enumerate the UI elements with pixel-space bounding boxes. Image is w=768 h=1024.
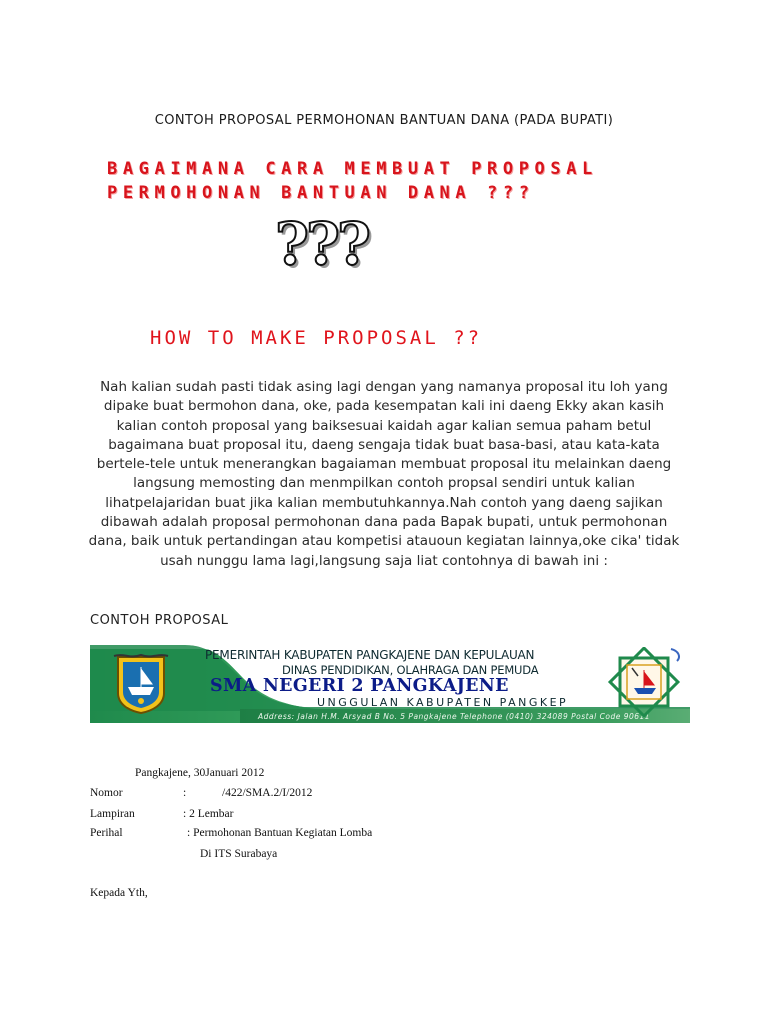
intro-line: lihatpelajaridan buat jika kalian membutuhkannya.Nah contoh yang daeng sajikan: [105, 494, 663, 511]
red-title-line-1: BAGAIMANA CARA MEMBUAT PROPOSAL: [107, 159, 598, 179]
school-letterhead: [90, 645, 690, 723]
red-title-line-2: PERMOHONAN BANTUAN DANA ???: [107, 183, 535, 203]
nomor-separator: :: [183, 787, 187, 799]
intro-line: Nah kalian sudah pasti tidak asing lagi dengan yang namanya proposal itu loh yang: [100, 379, 668, 395]
intro-line: dipake buat bermohon dana, oke, pada kesempatan kali ini daeng Ekky akan kasih: [103, 398, 665, 415]
perihal-value: : Permohonan Bantuan Kegiatan Lomba: [187, 827, 373, 839]
intro-line: bertele-tele untuk menerangkan bagaiaman membuat proposal itu melainkan daeng: [96, 456, 672, 473]
intro-line: dana, baik untuk pertandingan atau kompetisi atauoun kegiatan lainnya,oke cika' tidak: [88, 533, 680, 550]
letter-recipient: Kepada Yth,: [90, 887, 148, 899]
letterhead-tagline: UNGGULAN KABUPATEN PANGKEP: [317, 696, 569, 709]
intro-line: kalian contoh proposal yang baiksesuai kaidah agar kalian semua paham betul: [116, 417, 652, 434]
intro-paragraph: [80, 378, 688, 571]
letterhead-department-line: DINAS PENDIDIKAN, OLAHRAGA DAN PEMUDA: [282, 663, 539, 677]
how-to-heading: HOW TO MAKE PROPOSAL ??: [150, 327, 483, 349]
question-marks-graphic: ???: [275, 210, 368, 278]
intro-line: usah nunggu lama lagi,langsung saja liat contohnya di bawah ini :: [160, 552, 608, 569]
perihal-value-location: Di ITS Surabaya: [200, 848, 278, 860]
nomor-label: Nomor: [90, 787, 123, 799]
intro-line: dibawah adalah proposal permohonan dana pada Bapak bupati, untuk permohonan: [100, 514, 668, 531]
regency-seal-icon: [110, 653, 172, 715]
letterhead-government-line: PEMERINTAH KABUPATEN PANGKAJENE DAN KEPULAUAN: [205, 648, 535, 662]
intro-line: langsung memosting dan menmpilkan contoh propsal sendiri untuk kalian: [133, 475, 635, 492]
lampiran-value: : 2 Lembar: [183, 808, 234, 820]
school-star-logo-icon: [605, 647, 683, 717]
letterhead-address: Address: Jalan H.M. Arsyad B No. 5 Pangkajene Telephone (0410) 324089 Postal Code 90611: [258, 712, 651, 721]
perihal-label: Perihal: [90, 827, 123, 839]
letterhead-school-name: SMA NEGERI 2 PANGKAJENE: [210, 676, 509, 696]
nomor-value: /422/SMA.2/I/2012: [222, 787, 313, 799]
example-label: CONTOH PROPOSAL: [90, 613, 229, 628]
letter-place-date: Pangkajene, 30Januari 2012: [135, 767, 265, 779]
intro-line: bagaimana buat proposal itu, daeng sengaja tidak buat basa-basi, atau kata-kata: [108, 436, 660, 453]
lampiran-label: Lampiran: [90, 808, 135, 820]
document-heading: CONTOH PROPOSAL PERMOHONAN BANTUAN DANA (PADA BUPATI): [154, 113, 614, 128]
